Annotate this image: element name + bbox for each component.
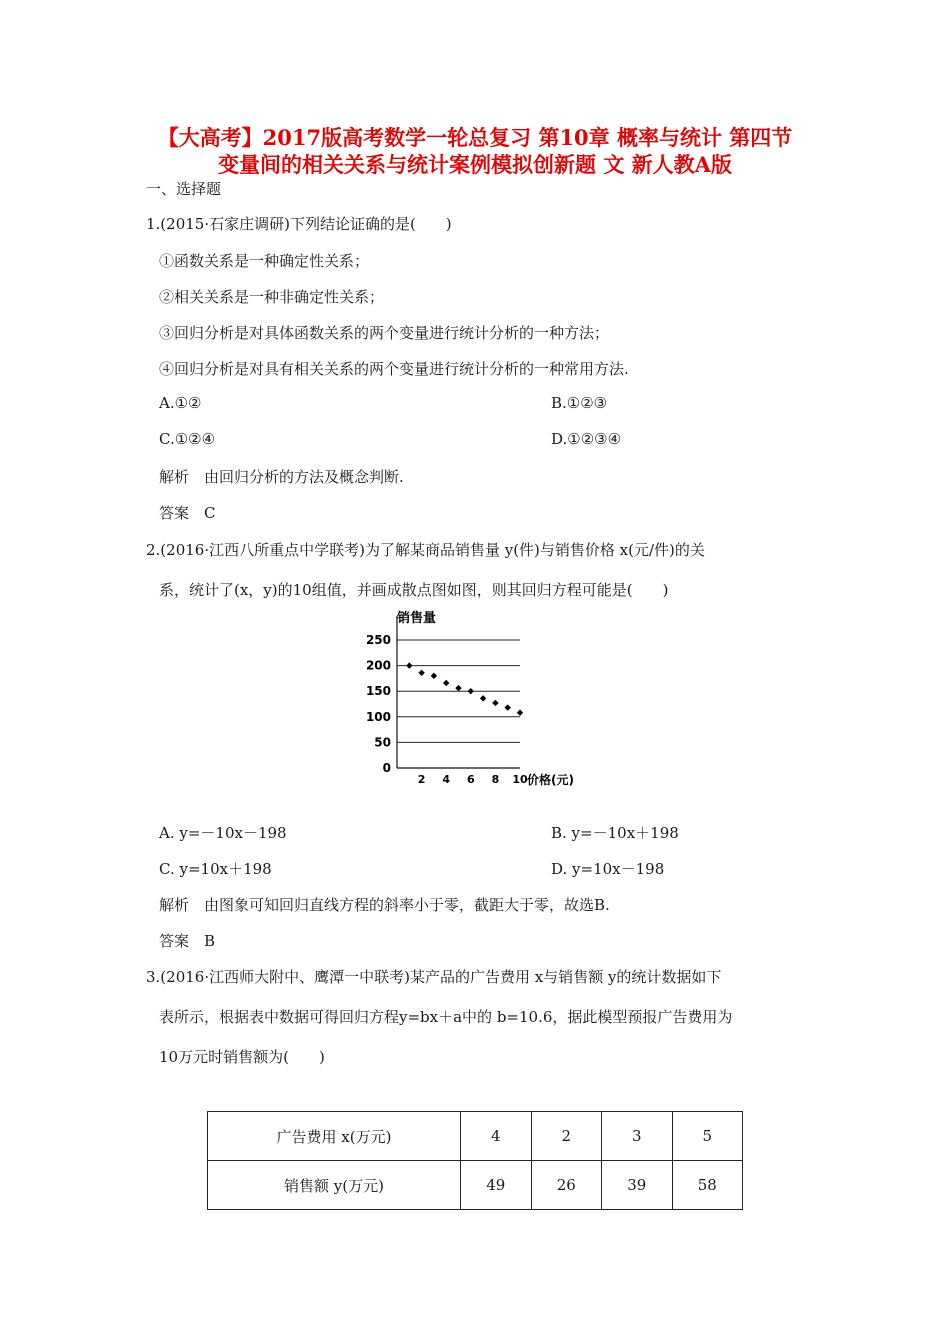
chart-y-tick-label: 50 [374,735,391,750]
document-title: 【大高考】2017版高考数学一轮总复习 第10章 概率与统计 第四节 变量间的相关关系与统计案例模拟创新题 文 新人教A版 [157,125,793,177]
q2-option-c: C. y=10x＋198 [159,860,272,878]
table-row-label: 广告费用 x(万元) [208,1112,461,1161]
q1-item-3: ③回归分析是对具体函数关系的两个变量进行统计分析的一种方法； [159,324,610,342]
chart-point [418,670,424,676]
chart-x-tick-label: 8 [491,773,500,786]
chart-x-tick-label: 2 [417,773,426,786]
q3-stem-line1: 3.(2016·江西师大附中、鹰潭一中联考)某产品的广告费用 x与销售额 y的统计数据如下 [146,968,722,986]
chart-x-tick-label: 6 [466,773,475,786]
table-row [208,1112,743,1161]
table-cell: 3 [602,1112,673,1161]
q3-stem-line3: 10万元时销售额为( ) [159,1048,325,1066]
section-heading: 一、选择题 [146,180,222,198]
q2-stem-line1: 2.(2016·江西八所重点中学联考)为了解某商品销售量 y(件)与销售价格 x(元/件)的关 [146,541,705,559]
chart-y-axis-label: 销售量 [397,611,437,626]
chart-x-tick-labels [418,773,528,786]
chart-y-tick-label: 150 [365,684,391,699]
q1-analysis: 解析 由回归分析的方法及概念判断. [159,468,404,486]
chart-points [406,662,523,716]
table-cell: 5 [672,1112,743,1161]
q2-stem-line2: 系，统计了(x，y)的10组值，并画成散点图如图，则其回归方程可能是( ) [159,581,669,599]
chart-point [406,662,412,668]
q1-stem: 1.(2015·石家庄调研)下列结论证确的是( ) [146,215,452,233]
table-row [208,1161,743,1210]
chart-point [468,688,474,694]
table-cell: 58 [672,1161,743,1210]
table-row-label: 销售额 y(万元) [208,1161,461,1210]
q2-option-b: B. y=－10x＋198 [551,824,679,842]
chart-point [505,704,511,710]
q2-option-a: A. y=－10x－198 [159,824,287,842]
chart-y-tick-labels [366,633,391,775]
q1-option-a: A.①② [159,394,202,412]
table-cell: 49 [461,1161,532,1210]
chart-x-tick-label: 4 [442,773,451,786]
chart-point [492,700,498,706]
chart-point [480,695,486,701]
chart-x-axis-label: 价格(元) [527,773,574,787]
q2-answer: 答案 B [159,932,216,950]
chart-point [431,673,437,679]
chart-y-tick-label: 100 [365,709,391,724]
chart-y-tick-label: 200 [365,658,391,673]
chart-point [517,710,523,716]
chart-point [443,680,449,686]
q1-option-c: C.①②④ [159,430,216,448]
chart-y-tick-label: 0 [382,761,391,775]
chart-point [455,685,461,691]
q1-option-d: D.①②③④ [551,430,622,448]
q2-option-d: D. y=10x－198 [551,860,665,878]
q1-item-4: ④回归分析是对具有相关关系的两个变量进行统计分析的一种常用方法. [159,360,629,378]
data-table [207,1111,743,1210]
q1-item-2: ②相关关系是一种非确定性关系； [159,288,385,306]
scatter-chart [355,606,595,796]
q1-item-1: ①函数关系是一种确定性关系； [159,252,370,270]
q2-analysis: 解析 由图象可知回归直线方程的斜率小于零，截距大于零，故选B. [159,896,610,914]
q1-answer: 答案 C [159,504,216,522]
table-cell: 2 [531,1112,602,1161]
q1-option-b: B.①②③ [551,394,608,412]
table-cell: 4 [461,1112,532,1161]
q3-stem-line2: 表所示，根据表中数据可得回归方程y=bx＋a中的 b=10.6，据此模型预报广告费用为 [159,1008,733,1026]
table-cell: 39 [602,1161,673,1210]
chart-y-tick-label: 250 [365,633,391,647]
chart-x-tick-label: 10 [512,773,528,786]
table-cell: 26 [531,1161,602,1210]
